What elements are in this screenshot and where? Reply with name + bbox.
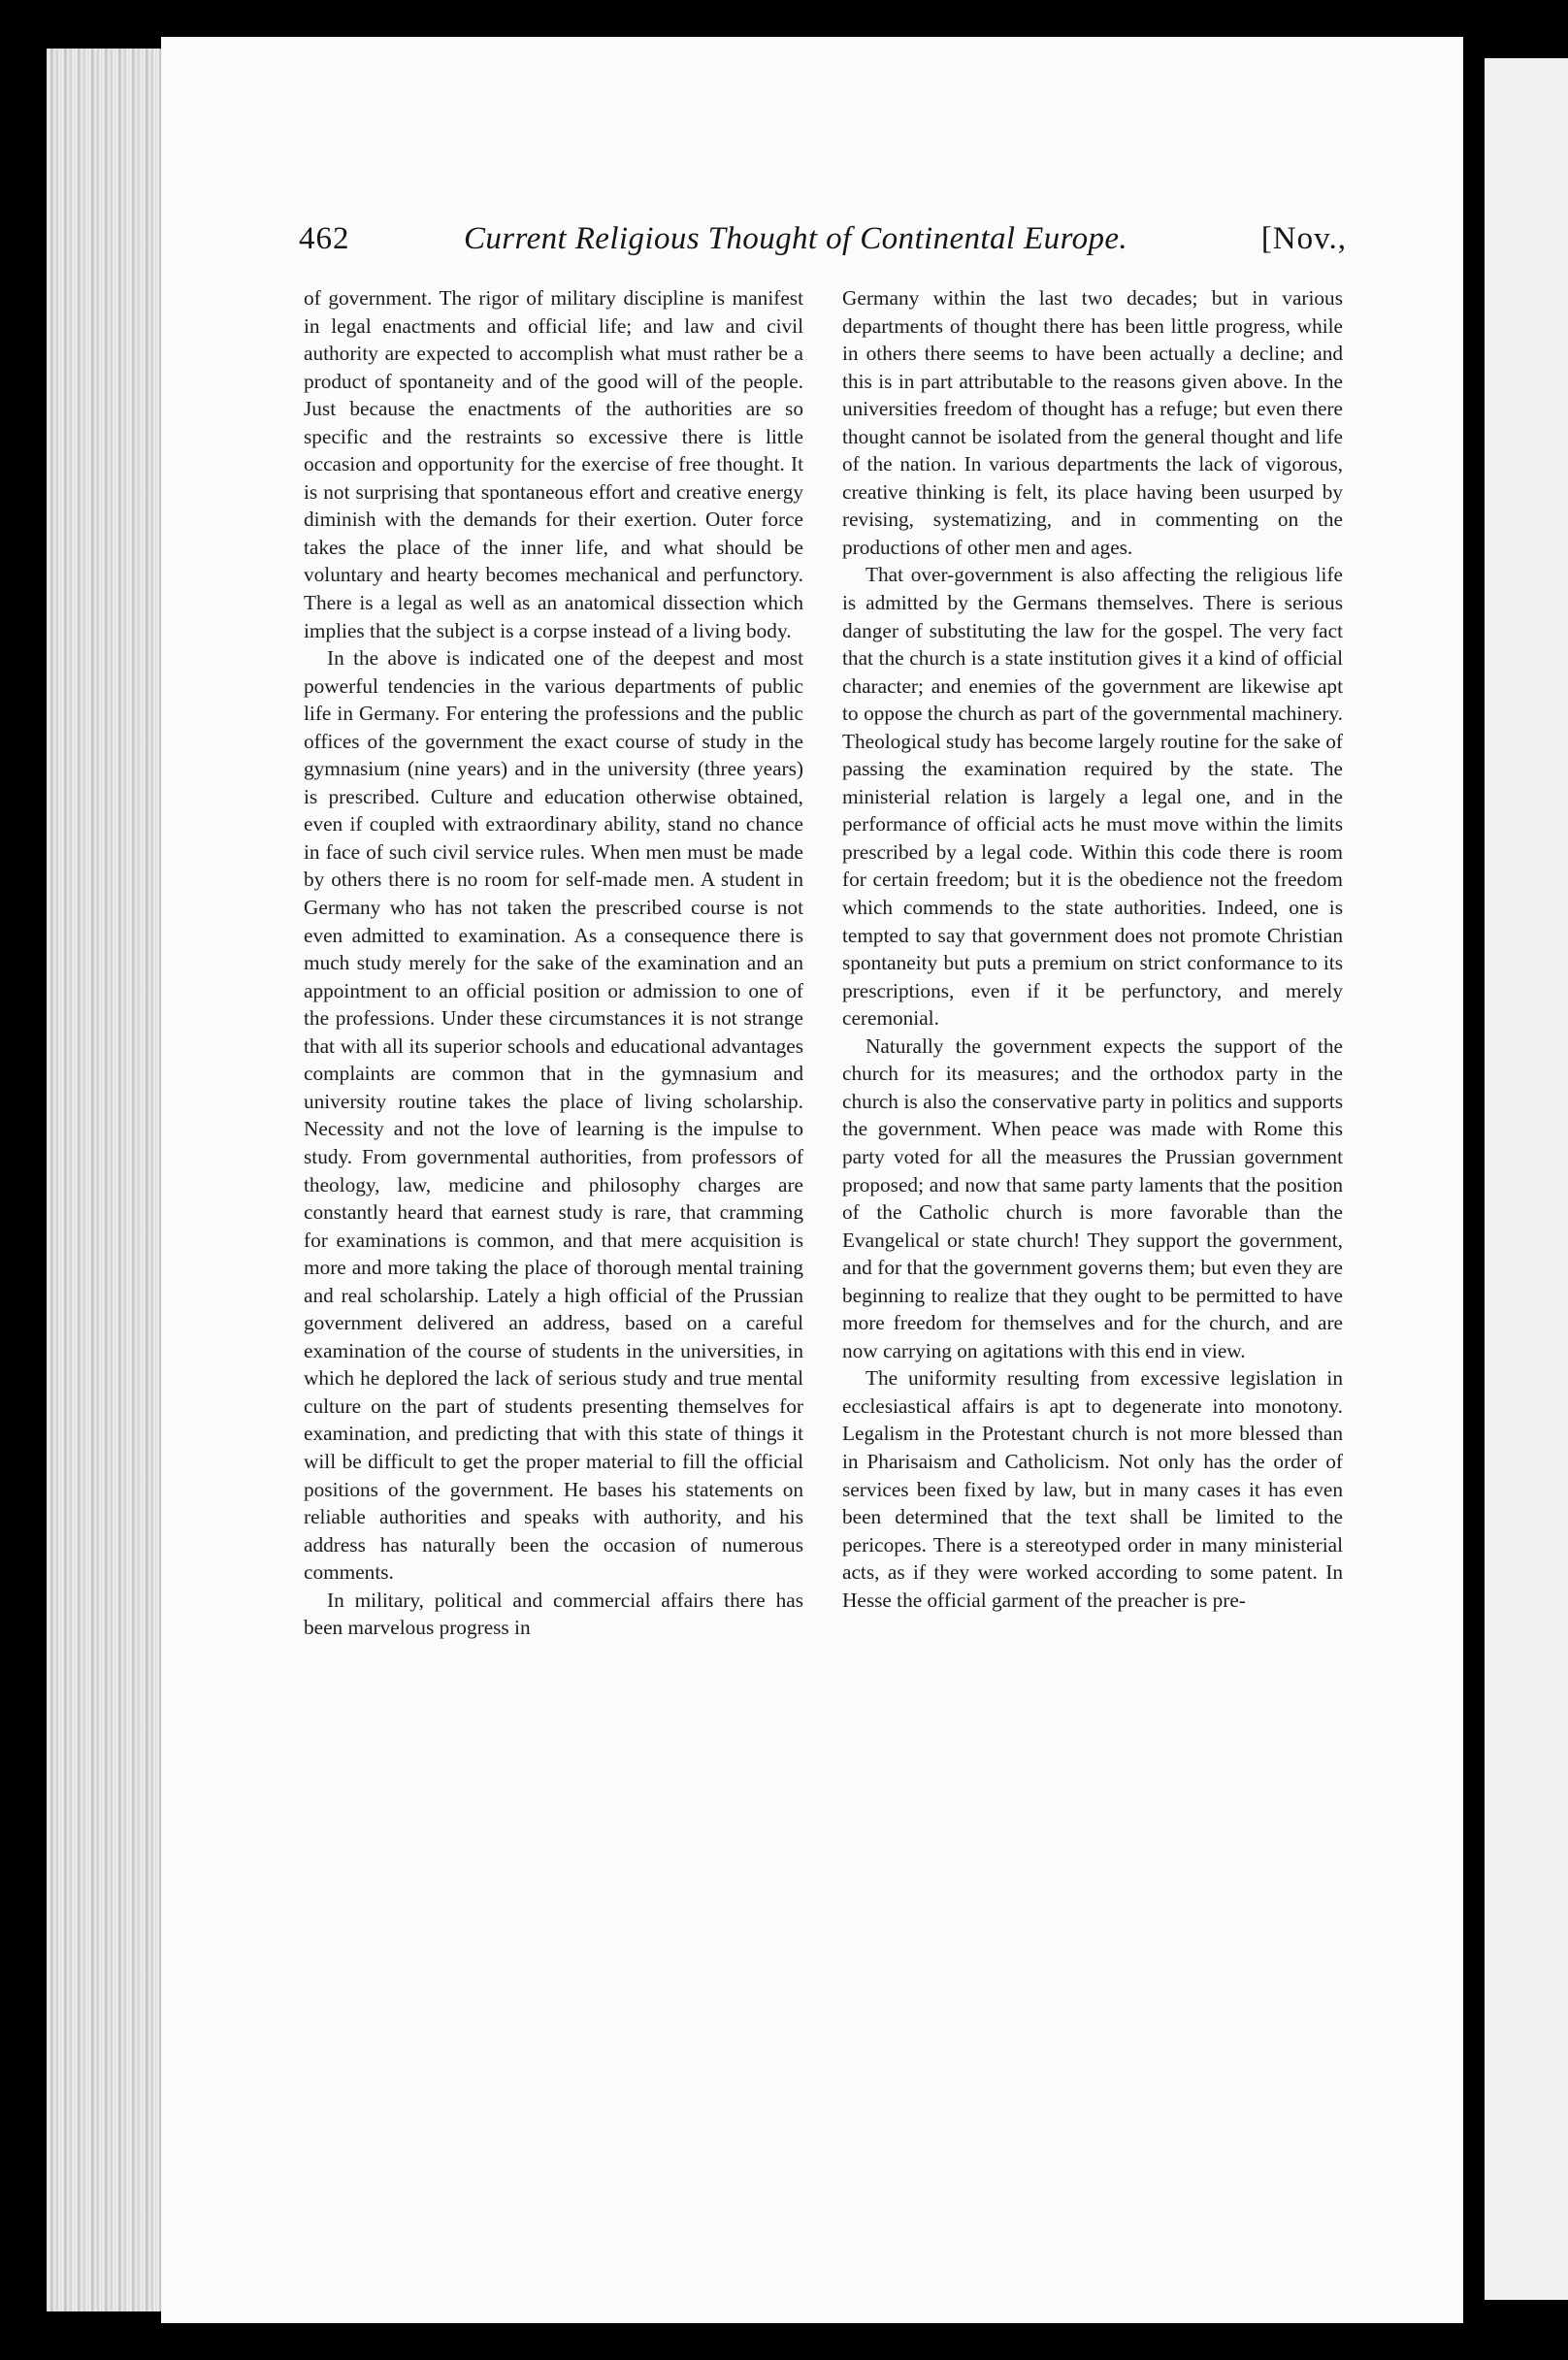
running-title: Current Religious Thought of Continental Europe. <box>464 221 1128 256</box>
paragraph: In military, political and commercial affairs there has been marvelous progress in <box>304 1588 803 1640</box>
page-number: 462 <box>299 221 350 256</box>
facing-page-edge <box>1485 58 1568 2300</box>
paragraph: of government. The rigor of military discipline is manifest in legal enactments and official life; and law and civil authority are expected to accomplish what must rather be a product of spontaneity and of the good will of the people. Just because the enactments of the authorities are so specific and the restraints so excessive there is little occasion and opportunity for the exercise of free thought. It is not surprising that spontaneous effort and creative energy diminish with the demands for their exertion. Outer force takes the place of the inner life, and what should be voluntary and hearty becomes mechanical and perfunctory. There is a legal as well as an anatomical dissection which implies that the subject is a corpse instead of a living body. <box>304 286 803 642</box>
paragraph: The uniformity resulting from excessive legislation in ecclesiastical affairs is apt to degenerate into monotony. Legalism in the Protestant church is not more blessed than in Pharisaism and Catholicism. Not only has the order of services been fixed by law, but in many cases it has even been determined that the text shall be limited to the pericopes. There is a stereotyped order in many ministerial acts, as if they were worked according to some patent. In Hesse the official garment of the preacher is pre- <box>842 1366 1343 1612</box>
running-month: [Nov., <box>1260 221 1347 256</box>
running-head <box>299 221 1347 270</box>
paragraph: That over-government is also affecting the religious life is admitted by the Germans themselves. There is serious danger of substituting the law for the gospel. The very fact that the church is a state institution gives it a kind of official character; and enemies of the government are likewise apt to oppose the church as part of the governmental machinery. Theological study has become largely routine for the sake of passing the examination required by the state. The ministerial relation is largely a legal one, and in the performance of official acts he must move within the limits prescribed by a legal code. Within this code there is room for certain freedom; but it is the obedience not the freedom which commends to the state authorities. Indeed, one is tempted to say that government does not promote Christian spontaneity but puts a premium on strict conformance to its prescriptions, even if it be perfunctory, and merely ceremonial. <box>842 563 1343 1031</box>
text-column-right <box>842 284 1343 1614</box>
book-binding-edge <box>47 49 161 2311</box>
paragraph: Germany within the last two decades; but in various departments of thought there has been little progress, while in others there seems to have been actually a decline; and this is in part attributable to the reasons given above. In the universities freedom of thought has a refuge; but even there thought cannot be isolated from the general thought and life of the nation. In various departments the lack of vigorous, creative thinking is felt, its place having been usurped by revising, systematizing, and in commenting on the productions of other men and ages. <box>842 286 1343 559</box>
paragraph: Naturally the government expects the support of the church for its measures; and the orthodox party in the church is also the conservative party in politics and supports the government. When peace was made with Rome this party voted for all the measures the Prussian government proposed; and now that same party laments that the position of the Catholic church is more favorable than the Evangelical or state church! They support the government, and for that the government governs them; but even they are beginning to realize that they ought to be permitted to have more freedom for themselves and for the church, and are now carrying on agitations with this end in view. <box>842 1033 1343 1362</box>
paragraph: In the above is indicated one of the deepest and most powerful tendencies in the various departments of public life in Germany. For entering the professions and the public offices of the government the exact course of study in the gymnasium (nine years) and in the university (three years) is prescribed. Culture and education otherwise obtained, even if coupled with extraordinary ability, stand no chance in face of such civil service rules. When men must be made by others there is no room for self-made men. A student in Germany who has not taken the prescribed course is not even admitted to examination. As a consequence there is much study merely for the sake of the examination and an appointment to an official position or admission to one of the professions. Under these circumstances it is not strange that with all its superior schools and educational advantages complaints are common that in the gymnasium and university routine takes the place of living scholarship. Necessity and not the love of learning is the impulse to study. From governmental authorities, from professors of theology, law, medicine and philosophy charges are constantly heard that earnest study is rare, that cramming for examinations is common, and that mere acquisition is more and more taking the place of thorough mental training and real scholarship. Lately a high official of the Prussian government delivered an address, based on a careful examination of the course of students in the universities, in which he deplored the lack of serious study and true mental culture on the part of students presenting themselves for examination, and predicting that with this state of things it will be difficult to get the proper material to fill the official positions of the government. He bases his statements on reliable authorities and speaks with authority, and his address has naturally been the occasion of numerous comments. <box>304 646 803 1585</box>
text-column-left <box>304 284 803 1642</box>
